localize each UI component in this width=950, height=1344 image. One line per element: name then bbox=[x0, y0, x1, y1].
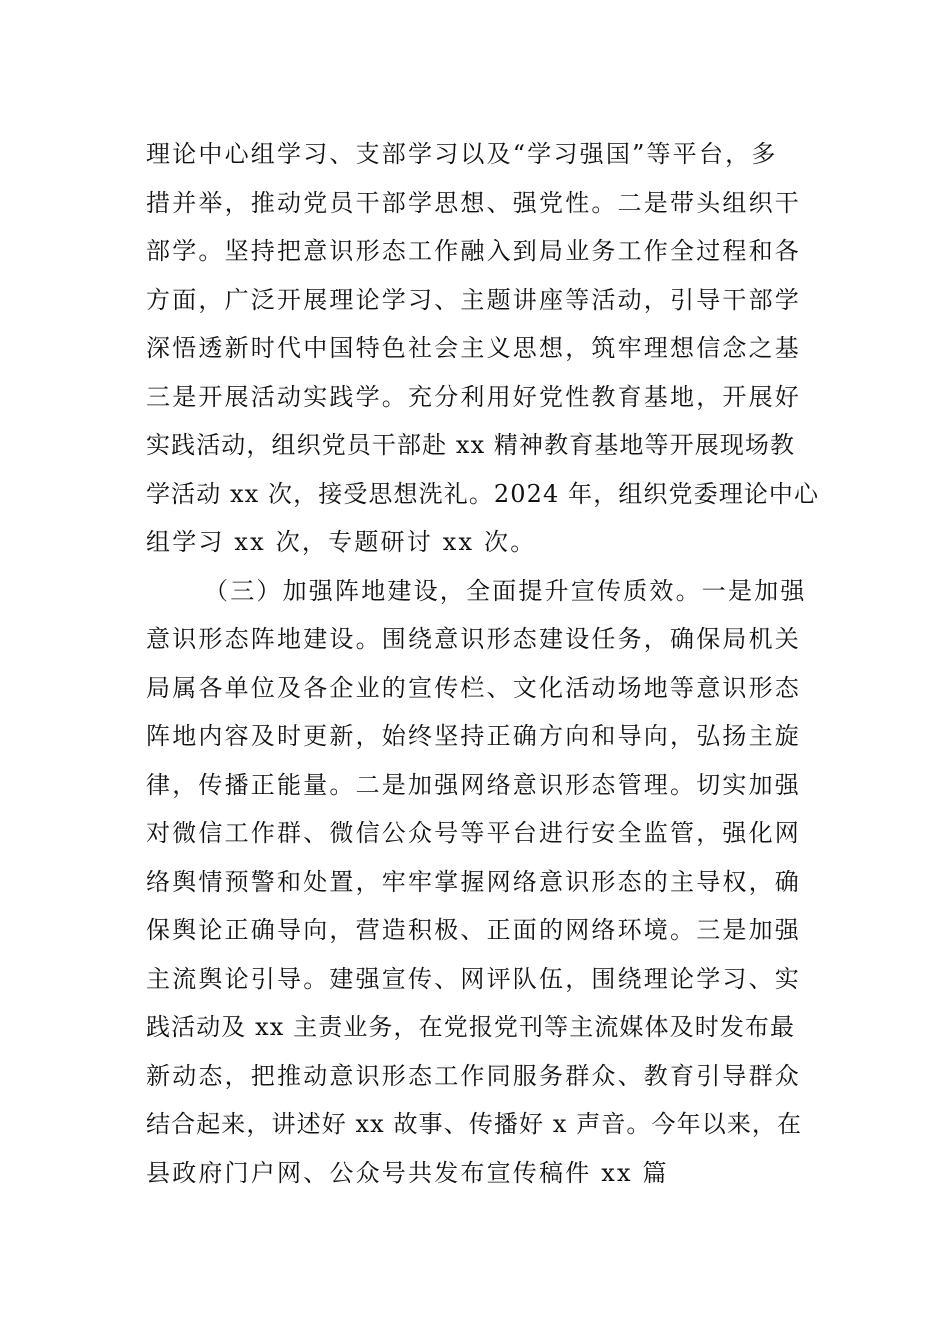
text-line: 学活动 xx 次，接受思想洗礼。2024 年，组织党委理论中心 bbox=[146, 479, 820, 508]
text-line: 对微信工作群、微信公众号等平台进行安全监管，强化网 bbox=[146, 819, 801, 847]
text-line: 意识形态阵地建设。围绕意识形态建设任务，确保局机关 bbox=[146, 625, 801, 653]
text-line: 组学习 xx 次，专题研讨 xx 次。 bbox=[146, 528, 537, 556]
text-line: 主流舆论引导。建强宣传、网评队伍，围绕理论学习、实 bbox=[146, 964, 801, 993]
text-line: 深悟透新时代中国特色社会主义思想，筑牢理想信念之基 bbox=[146, 334, 801, 362]
document-body bbox=[146, 130, 820, 1197]
text-line: 结合起来，讲述好 xx 故事、传播好 x 声音。今年以来，在 bbox=[146, 1110, 803, 1138]
text-line: 保舆论正确导向，营造积极、正面的网络环境。三是加强 bbox=[146, 916, 801, 944]
text-line: 方面，广泛开展理论学习、主题讲座等活动，引导干部学 bbox=[146, 285, 801, 314]
text-line: 部学。坚持把意识形态工作融入到局业务工作全过程和各 bbox=[146, 237, 801, 265]
text-line: 新动态，把推动意识形态工作同服务群众、教育引导群众 bbox=[146, 1061, 801, 1090]
text-line: 实践活动，组织党员干部赴 xx 精神教育基地等开展现场教 bbox=[146, 431, 796, 459]
text-line: 络舆情预警和处置，牢牢掌握网络意识形态的主导权，确 bbox=[146, 867, 801, 896]
text-line: 县政府门户网、公众号共发布宣传稿件 xx 篇 bbox=[146, 1158, 669, 1187]
text-line: 阵地内容及时更新，始终坚持正确方向和导向，弘扬主旋 bbox=[146, 722, 801, 750]
text-line: 理论中心组学习、支部学习以及“学习强国”等平台，多 bbox=[146, 140, 778, 168]
text-line: 践活动及 xx 主责业务，在党报党刊等主流媒体及时发布最 bbox=[146, 1013, 796, 1041]
text-line: 局属各单位及各企业的宣传栏、文化活动场地等意识形态 bbox=[146, 673, 801, 702]
text-line: 措并举，推动党员干部学思想、强党性。二是带头组织干 bbox=[146, 188, 801, 217]
text-line: 律，传播正能量。二是加强网络意识形态管理。切实加强 bbox=[146, 770, 801, 799]
text-line: 三是开展活动实践学。充分利用好党性教育基地，开展好 bbox=[146, 382, 801, 411]
section-heading-line: （三）加强阵地建设，全面提升宣传质效。一是加强 bbox=[204, 576, 807, 605]
